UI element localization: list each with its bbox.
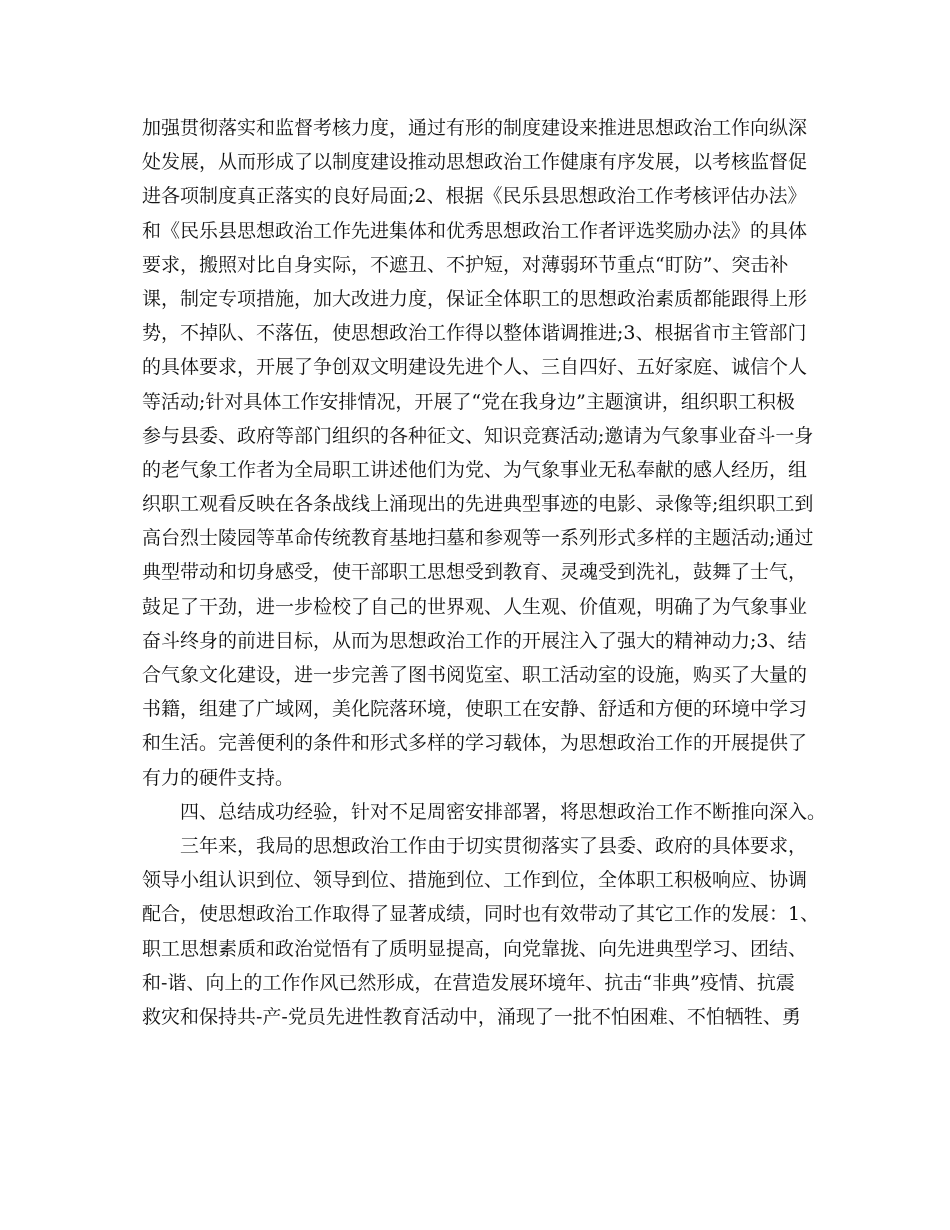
text-line: 织职工观看反映在各条战线上涌现出的先进典型事迹的电影、录像等;组织职工到: [142, 493, 814, 516]
text-line: 等活动;针对具体工作安排情况，开展了“党在我身边”主题演讲，组织职工积极: [142, 390, 795, 413]
text-line: 有力的硬件支持。: [142, 766, 295, 789]
body-text: [142, 111, 842, 1034]
text-line: 加强贯彻落实和监督考核力度，通过有形的制度建设来推进思想政治工作向纵深: [142, 117, 808, 139]
text-line: 处发展，从而形成了以制度建设推动思想政治工作健康有序发展，以考核监督促: [142, 151, 808, 174]
text-line: 救灾和保持共-产-党员先进性教育活动中，涌现了一批不怕困难、不怕牺牲、勇: [142, 1005, 801, 1028]
text-line: 的具体要求，开展了争创双文明建设先进个人、三自四好、五好家庭、诚信个人: [142, 356, 808, 379]
text-line: 进各项制度真正落实的良好局面;2、根据《民乐县思想政治工作考核评估办法》: [142, 185, 807, 208]
text-line: 三年来，我局的思想政治工作由于切实贯彻落实了县委、政府的具体要求，: [142, 834, 808, 857]
text-line: 和《民乐县思想政治工作先进集体和优秀思想政治工作者评选奖励办法》的具体: [142, 219, 808, 242]
text-line: 和生活。完善便利的条件和形式多样的学习载体，为思想政治工作的开展提供了: [142, 732, 808, 755]
text-line: 和-谐、向上的工作作风已然形成，在营造发展环境年、抗击“非典”疫情、抗震: [142, 971, 795, 994]
text-line: 典型带动和切身感受，使干部职工思想受到教育、灵魂受到洗礼，鼓舞了士气，: [142, 561, 808, 584]
text-line: 高台烈士陵园等革命传统教育基地扫墓和参观等一系列形式多样的主题活动;通过: [142, 527, 814, 550]
text-line: 要求，搬照对比自身实际，不遮丑、不护短，对薄弱环节重点“盯防”、突击补: [142, 253, 789, 276]
section-heading-line: 四、总结成功经验，针对不足周密安排部署，将思想政治工作不断推向深入。: [142, 800, 827, 823]
text-line: 合气象文化建设，进一步完善了图书阅览室、职工活动室的设施，购买了大量的: [142, 664, 808, 686]
text-line: 领导小组认识到位、领导到位、措施到位、工作到位，全体职工积极响应、协调: [142, 869, 808, 892]
text-line: 课，制定专项措施，加大改进力度，保证全体职工的思想政治素质都能跟得上形: [142, 287, 808, 310]
text-line: 的老气象工作者为全局职工讲述他们为党、为气象事业无私奉献的感人经历，组: [142, 458, 808, 481]
text-line: 参与县委、政府等部门组织的各种征文、知识竞赛活动;邀请为气象事业奋斗一身: [142, 424, 814, 447]
text-line: 职工思想素质和政治觉悟有了质明显提高，向党靠拢、向先进典型学习、团结、: [142, 937, 808, 960]
text-line: 书籍，组建了广域网，美化院落环境，使职工在安静、舒适和方便的环境中学习: [142, 698, 808, 721]
text-line: 配合，使思想政治工作取得了显著成绩，同时也有效带动了其它工作的发展：1、: [142, 903, 820, 926]
text-line: 鼓足了干劲，进一步检校了自己的世界观、人生观、价值观，明确了为气象事业: [142, 595, 808, 618]
text-line: 势，不掉队、不落伍，使思想政治工作得以整体谐调推进;3、根据省市主管部门: [142, 322, 807, 345]
text-line: 奋斗终身的前进目标，从而为思想政治工作的开展注入了强大的精神动力;3、结: [142, 629, 807, 652]
